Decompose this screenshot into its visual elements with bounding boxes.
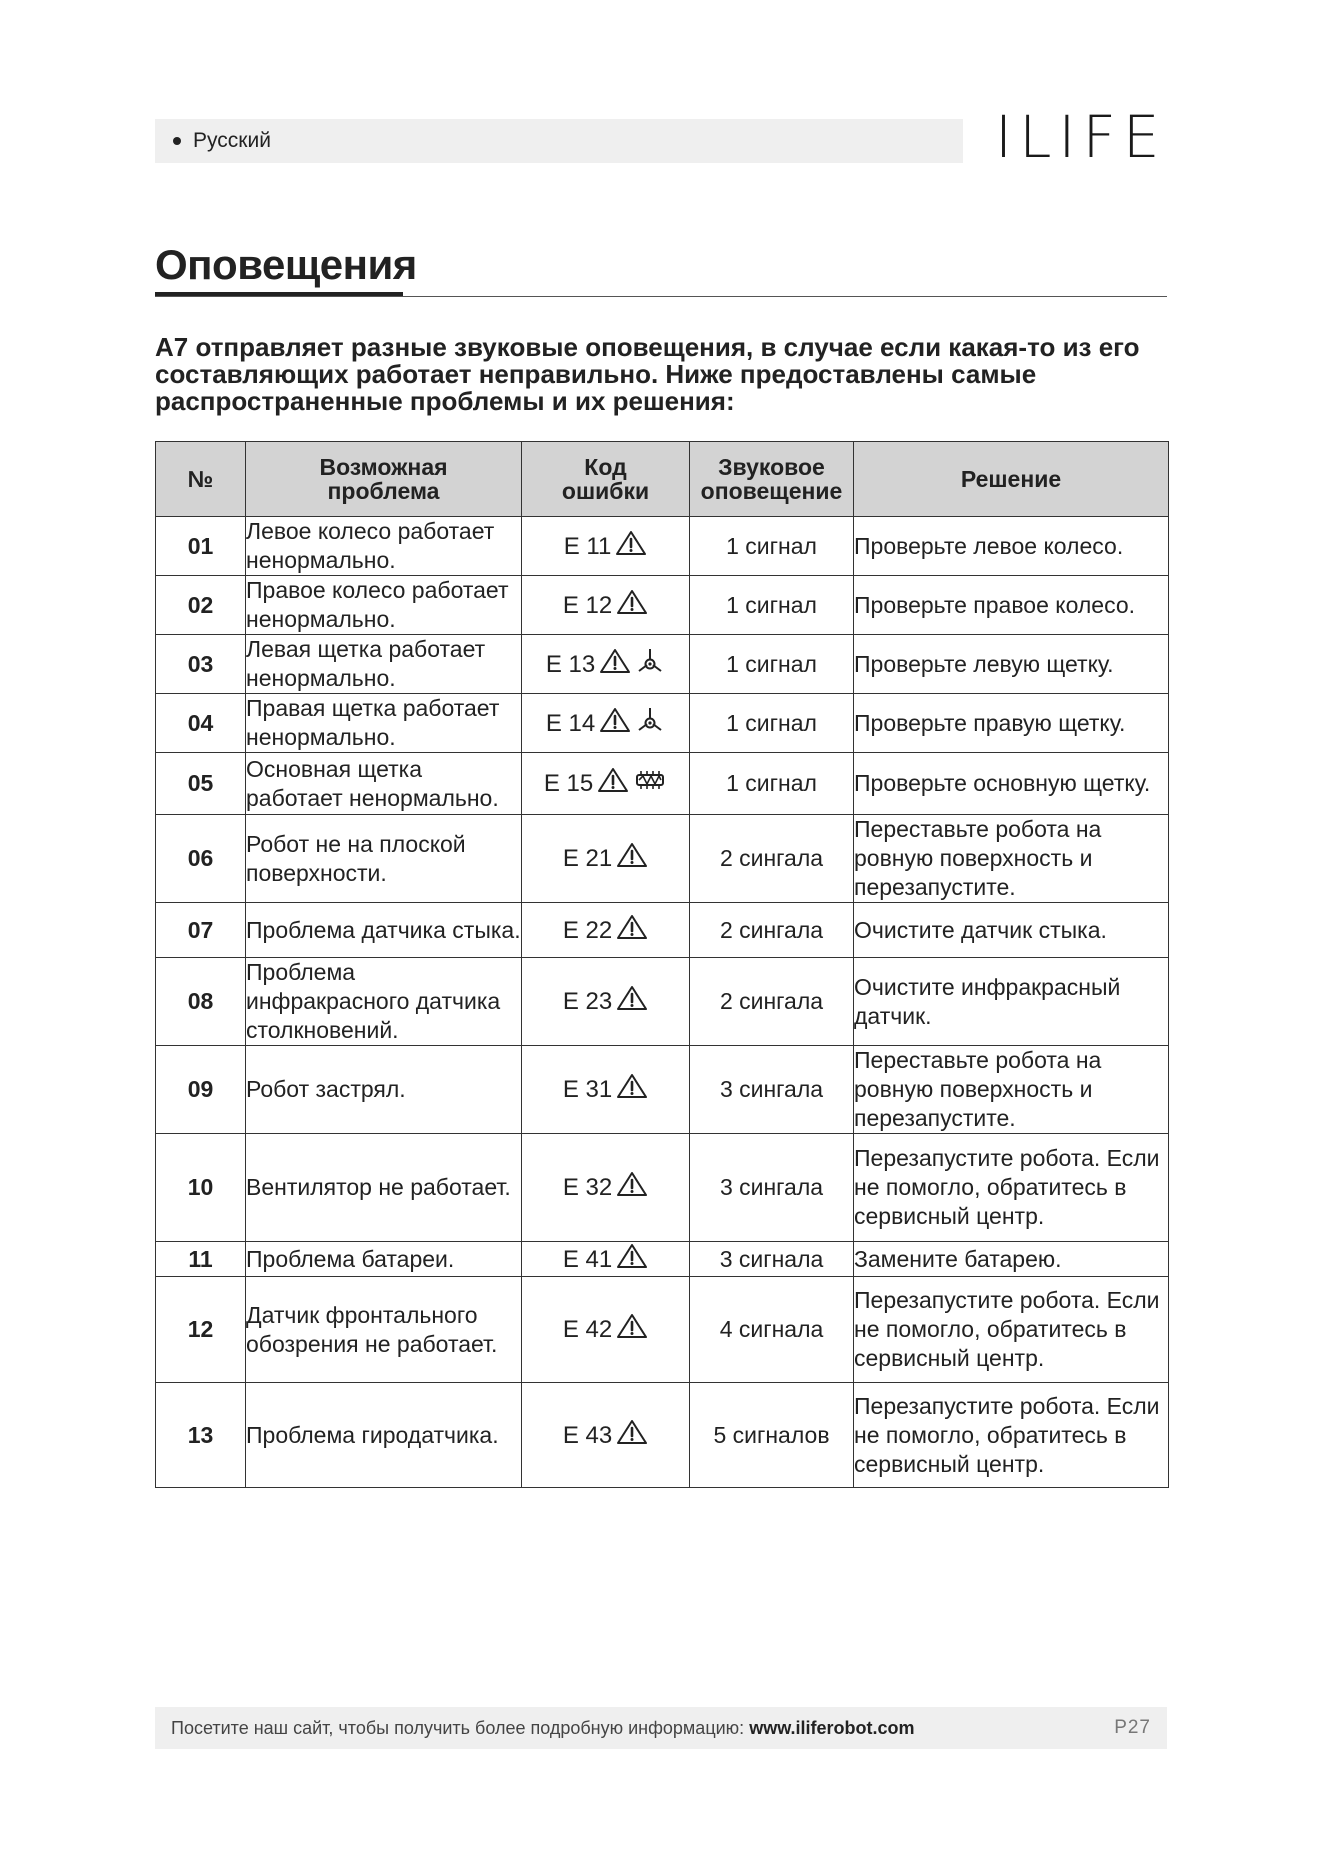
page-title: Оповещения xyxy=(155,241,417,288)
row-code-cell xyxy=(522,903,690,958)
row-problem: Основная щетка работает ненормально. xyxy=(246,753,522,815)
bullet-icon xyxy=(173,137,181,145)
row-code-cell xyxy=(522,958,690,1046)
footer-text xyxy=(171,1718,915,1739)
row-sound: 2 сингала xyxy=(690,815,854,903)
row-solution: Переставьте робота на ровную поверхность и перезапустите. xyxy=(854,815,1169,903)
row-number: 09 xyxy=(156,1046,246,1134)
header-sound: Звуковое оповещение xyxy=(690,442,854,517)
row-number: 13 xyxy=(156,1383,246,1488)
error-code: E 31 xyxy=(562,1076,613,1103)
row-sound: 1 сигнал xyxy=(690,517,854,576)
row-sound: 1 сигнал xyxy=(690,635,854,694)
row-number: 11 xyxy=(156,1242,246,1277)
row-problem: Проблема инфракрасного датчика столкновений. xyxy=(246,958,522,1046)
warning-icon xyxy=(616,1073,648,1106)
header-bar xyxy=(155,119,963,163)
row-problem: Левая щетка работает ненормально. xyxy=(246,635,522,694)
row-solution: Переставьте робота на ровную поверхность и перезапустите. xyxy=(854,1046,1169,1134)
error-code: E 32 xyxy=(562,1174,613,1201)
table-row xyxy=(156,694,1169,753)
row-code-cell xyxy=(522,815,690,903)
error-code: E 41 xyxy=(562,1245,613,1273)
row-problem: Проблема гиродатчика. xyxy=(246,1383,522,1488)
row-sound: 4 сигнала xyxy=(690,1277,854,1383)
error-code: E 21 xyxy=(562,845,613,872)
row-number: 03 xyxy=(156,635,246,694)
row-problem: Вентилятор не работает. xyxy=(246,1134,522,1242)
row-sound: 3 сигнала xyxy=(690,1242,854,1277)
header-solution: Решение xyxy=(854,442,1169,517)
row-code-cell xyxy=(522,635,690,694)
row-problem: Робот не на плоской поверхности. xyxy=(246,815,522,903)
row-problem: Левое колесо работает ненормально. xyxy=(246,517,522,576)
side-brush-icon xyxy=(635,647,665,682)
row-code-cell xyxy=(522,753,690,815)
row-code-cell xyxy=(522,1046,690,1134)
row-code-cell xyxy=(522,1277,690,1383)
error-code: E 23 xyxy=(562,988,613,1015)
row-sound: 1 сигнал xyxy=(690,753,854,815)
error-code: E 42 xyxy=(562,1316,613,1343)
intro-paragraph: A7 отправляет разные звуковые оповещения, в случае если какая-то из его составляющих работает неправильно. Ниже предоставлены самые распространенные проблемы и их решения: xyxy=(155,332,1140,416)
table-row xyxy=(156,1046,1169,1134)
alerts-table xyxy=(155,441,1169,1488)
language-label: Русский xyxy=(193,129,271,152)
error-code: E 11 xyxy=(563,532,612,560)
table-body xyxy=(156,517,1169,1488)
row-number: 12 xyxy=(156,1277,246,1383)
row-code-cell xyxy=(522,1383,690,1488)
row-sound: 5 сигналов xyxy=(690,1383,854,1488)
header-code: Код ошибки xyxy=(522,442,690,517)
row-sound: 3 сингала xyxy=(690,1046,854,1134)
table-row xyxy=(156,753,1169,815)
table-row xyxy=(156,958,1169,1046)
table-row xyxy=(156,903,1169,958)
footer-bar xyxy=(155,1707,1167,1749)
warning-icon xyxy=(616,1243,648,1276)
row-problem: Робот застрял. xyxy=(246,1046,522,1134)
row-number: 06 xyxy=(156,815,246,903)
row-sound: 2 сингала xyxy=(690,958,854,1046)
row-problem: Правое колесо работает ненормально. xyxy=(246,576,522,635)
row-sound: 2 сингала xyxy=(690,903,854,958)
row-code-cell xyxy=(522,576,690,635)
row-code-cell xyxy=(522,1134,690,1242)
table-row xyxy=(156,576,1169,635)
table-row xyxy=(156,635,1169,694)
row-code-cell xyxy=(522,694,690,753)
row-solution: Проверьте основную щетку. xyxy=(854,753,1169,815)
row-solution: Проверьте левую щетку. xyxy=(854,635,1169,694)
error-code: E 22 xyxy=(562,916,613,944)
row-solution: Перезапустите робота. Если не помогло, обратитесь в сервисный центр. xyxy=(854,1277,1169,1383)
row-number: 05 xyxy=(156,753,246,815)
table-row xyxy=(156,815,1169,903)
warning-icon xyxy=(599,648,631,681)
warning-icon xyxy=(616,985,648,1018)
row-solution: Проверьте правое колесо. xyxy=(854,576,1169,635)
row-problem: Проблема батареи. xyxy=(246,1242,522,1277)
title-underline xyxy=(155,296,1167,297)
warning-icon xyxy=(616,589,648,622)
row-number: 04 xyxy=(156,694,246,753)
row-solution: Перезапустите робота. Если не помогло, обратитесь в сервисный центр. xyxy=(854,1134,1169,1242)
row-number: 07 xyxy=(156,903,246,958)
table-header-row xyxy=(156,442,1169,517)
warning-icon xyxy=(599,707,631,740)
table-row xyxy=(156,1383,1169,1488)
table-row xyxy=(156,1242,1169,1277)
row-solution: Замените батарею. xyxy=(854,1242,1169,1277)
side-brush-icon xyxy=(635,706,665,741)
header-problem: Возможная проблема xyxy=(246,442,522,517)
row-code-cell xyxy=(522,517,690,576)
warning-icon xyxy=(597,767,629,800)
error-code: E 14 xyxy=(545,709,596,737)
row-problem: Правая щетка работает ненормально. xyxy=(246,694,522,753)
row-number: 01 xyxy=(156,517,246,576)
row-number: 10 xyxy=(156,1134,246,1242)
error-code: E 15 xyxy=(543,770,594,797)
table-row xyxy=(156,517,1169,576)
error-code: E 13 xyxy=(545,650,596,678)
table-row xyxy=(156,1134,1169,1242)
row-sound: 3 сингала xyxy=(690,1134,854,1242)
error-code: E 43 xyxy=(562,1421,613,1449)
footer-text-label: Посетите наш сайт, чтобы получить более подробную информацию: xyxy=(171,1717,750,1738)
warning-icon xyxy=(616,1419,648,1452)
error-code: E 12 xyxy=(562,591,613,619)
row-solution: Проверьте левое колесо. xyxy=(854,517,1169,576)
warning-icon xyxy=(616,1313,648,1346)
row-sound: 1 сигнал xyxy=(690,576,854,635)
row-problem: Датчик фронтального обозрения не работает. xyxy=(246,1277,522,1383)
row-sound: 1 сигнал xyxy=(690,694,854,753)
row-solution: Очистите датчик стыка. xyxy=(854,903,1169,958)
warning-icon xyxy=(616,914,648,947)
brand-logo: ILIFE xyxy=(995,103,1167,171)
warning-icon xyxy=(615,530,647,563)
row-problem: Проблема датчика стыка. xyxy=(246,903,522,958)
warning-icon xyxy=(616,842,648,875)
row-solution: Проверьте правую щетку. xyxy=(854,694,1169,753)
row-number: 08 xyxy=(156,958,246,1046)
row-code-cell xyxy=(522,1242,690,1277)
table-row xyxy=(156,1277,1169,1383)
main-brush-icon xyxy=(633,768,667,799)
footer-url: www.iliferobot.com xyxy=(749,1717,915,1738)
row-solution: Перезапустите робота. Если не помогло, обратитесь в сервисный центр. xyxy=(854,1383,1169,1488)
row-number: 02 xyxy=(156,576,246,635)
warning-icon xyxy=(616,1171,648,1204)
page-number: P27 xyxy=(1114,1717,1151,1738)
header-num: № xyxy=(156,442,246,517)
row-solution: Очистите инфракрасный датчик. xyxy=(854,958,1169,1046)
